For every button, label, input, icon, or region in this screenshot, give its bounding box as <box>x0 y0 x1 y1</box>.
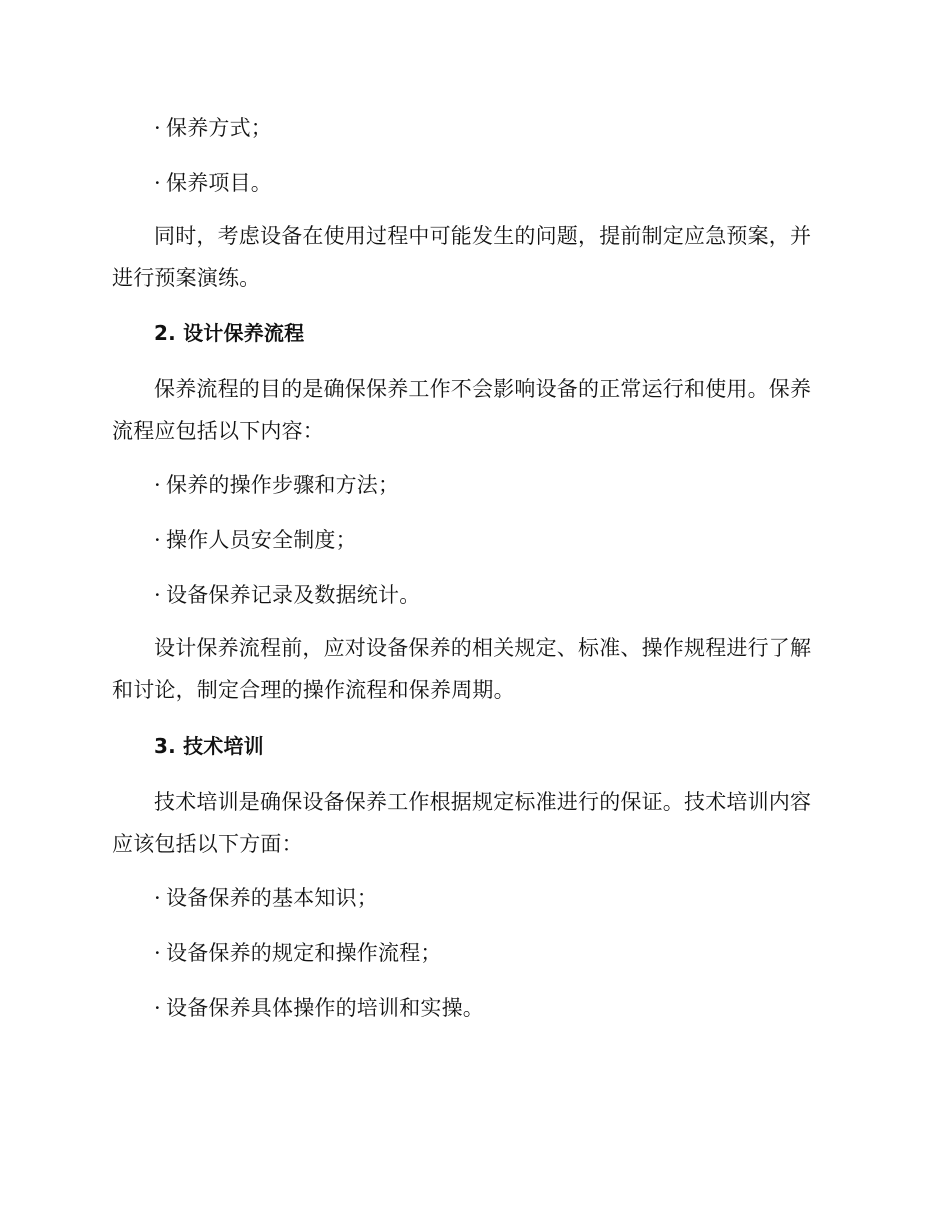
bullet-text: 保养方式； <box>166 116 272 140</box>
bullet-item <box>112 163 874 203</box>
bullet-text: 设备保养的规定和操作流程； <box>166 941 442 965</box>
bullet-text: 设备保养记录及数据统计。 <box>166 583 421 607</box>
bullet-text: 设备保养的基本知识； <box>166 886 378 910</box>
bullet-dot: · <box>154 528 161 552</box>
paragraph: 同时，考虑设备在使用过程中可能发生的问题，提前制定应急预案，并进行预案演练。 <box>112 224 812 290</box>
section-heading: 3. 技术培训 <box>154 734 264 758</box>
bullet-item <box>112 520 874 560</box>
bullet-dot: · <box>154 116 161 140</box>
bullet-text: 操作人员安全制度； <box>166 528 357 552</box>
bullet-dot: · <box>154 171 161 195</box>
bullet-dot: · <box>154 941 161 965</box>
bullet-dot: · <box>154 583 161 607</box>
bullet-dot: · <box>154 473 161 497</box>
paragraph: 保养流程的目的是确保保养工作不会影响设备的正常运行和使用。保养流程应包括以下内容： <box>112 377 812 443</box>
section-heading: 2. 设计保养流程 <box>154 321 305 345</box>
bullet-dot: · <box>154 996 161 1020</box>
bullet-text: 保养项目。 <box>166 171 272 195</box>
bullet-text: 保养的操作步骤和方法； <box>166 473 400 497</box>
bullet-text: 设备保养具体操作的培训和实操。 <box>166 996 484 1020</box>
bullet-item <box>112 575 874 615</box>
bullet-item <box>112 465 874 505</box>
paragraph: 技术培训是确保设备保养工作根据规定标准进行的保证。技术培训内容应该包括以下方面： <box>112 790 812 856</box>
bullet-item <box>112 108 874 148</box>
bullet-item <box>112 878 874 918</box>
bullet-item <box>112 933 874 973</box>
paragraph: 设计保养流程前，应对设备保养的相关规定、标准、操作规程进行了解和讨论，制定合理的操作流程和保养周期。 <box>112 636 812 702</box>
bullet-dot: · <box>154 886 161 910</box>
bullet-item <box>112 988 874 1028</box>
